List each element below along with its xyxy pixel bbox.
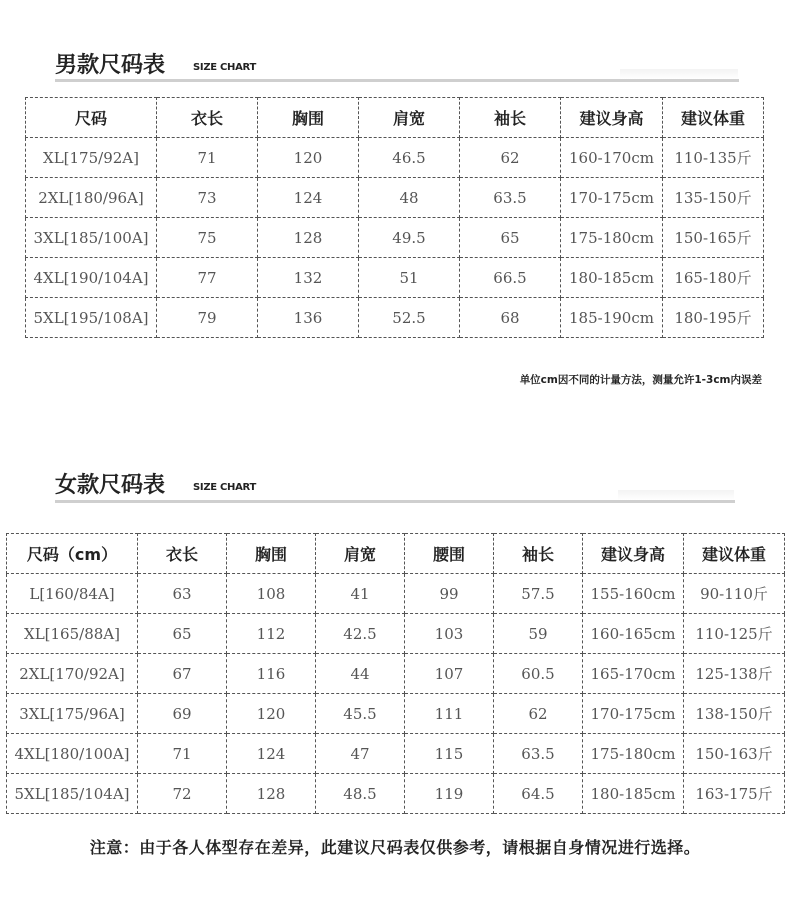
women-header-cell: 衣长 xyxy=(138,534,227,574)
men-header-cell: 尺码 xyxy=(26,98,157,138)
women-title-rule xyxy=(55,500,735,503)
women-table-cell: 115 xyxy=(405,734,494,774)
women-table-cell: 47 xyxy=(316,734,405,774)
men-header-cell: 袖长 xyxy=(460,98,561,138)
women-header-cell: 袖长 xyxy=(494,534,583,574)
men-header-cell: 肩宽 xyxy=(359,98,460,138)
women-table-cell: 63 xyxy=(138,574,227,614)
women-table-row xyxy=(7,774,785,814)
women-table-cell: L[160/84A] xyxy=(7,574,138,614)
men-table-body xyxy=(26,138,764,338)
men-table-row xyxy=(26,218,764,258)
women-table-cell: 71 xyxy=(138,734,227,774)
men-table-cell: 180-195斤 xyxy=(663,298,764,338)
men-table-cell: XL[175/92A] xyxy=(26,138,157,178)
women-header-cell: 建议身高 xyxy=(583,534,684,574)
men-table-cell: 52.5 xyxy=(359,298,460,338)
women-header-cell: 肩宽 xyxy=(316,534,405,574)
men-table-cell: 63.5 xyxy=(460,178,561,218)
women-table-cell: 57.5 xyxy=(494,574,583,614)
men-title-rule xyxy=(55,79,739,82)
men-table-cell: 77 xyxy=(157,258,258,298)
men-table-cell: 48 xyxy=(359,178,460,218)
men-size-table xyxy=(25,97,764,338)
men-table-cell: 46.5 xyxy=(359,138,460,178)
men-table-cell: 51 xyxy=(359,258,460,298)
men-table-cell: 128 xyxy=(258,218,359,258)
men-section-subtitle: SIZE CHART xyxy=(193,62,257,73)
men-header-cell: 建议身高 xyxy=(561,98,663,138)
women-title-rule-shadow xyxy=(618,490,734,500)
men-header-cell: 建议体重 xyxy=(663,98,764,138)
footer-note: 注意：由于各人体型存在差异，此建议尺码表仅供参考，请根据自身情况进行选择。 xyxy=(89,838,701,857)
men-table-cell: 4XL[190/104A] xyxy=(26,258,157,298)
women-table-cell: 48.5 xyxy=(316,774,405,814)
women-table-cell: 3XL[175/96A] xyxy=(7,694,138,734)
men-table-cell: 170-175cm xyxy=(561,178,663,218)
women-table-cell: 63.5 xyxy=(494,734,583,774)
women-table-cell: 150-163斤 xyxy=(684,734,785,774)
men-table-cell: 68 xyxy=(460,298,561,338)
women-table-cell: 67 xyxy=(138,654,227,694)
men-table-cell: 180-185cm xyxy=(561,258,663,298)
men-table-cell: 175-180cm xyxy=(561,218,663,258)
men-section-title: 男款尺码表 xyxy=(55,53,166,78)
women-table-cell: 116 xyxy=(227,654,316,694)
men-header-cell: 胸围 xyxy=(258,98,359,138)
women-table-row xyxy=(7,694,785,734)
women-section-title: 女款尺码表 xyxy=(55,473,166,498)
men-table-cell: 5XL[195/108A] xyxy=(26,298,157,338)
men-table-cell: 65 xyxy=(460,218,561,258)
women-header-cell: 胸围 xyxy=(227,534,316,574)
women-table-cell: 5XL[185/104A] xyxy=(7,774,138,814)
women-table-cell: 72 xyxy=(138,774,227,814)
men-table-cell: 71 xyxy=(157,138,258,178)
women-header-cell: 建议体重 xyxy=(684,534,785,574)
women-header-cell: 腰围 xyxy=(405,534,494,574)
women-table-cell: 112 xyxy=(227,614,316,654)
women-table-cell: 110-125斤 xyxy=(684,614,785,654)
men-table-cell: 124 xyxy=(258,178,359,218)
women-table-cell: 64.5 xyxy=(494,774,583,814)
men-header-cell: 衣长 xyxy=(157,98,258,138)
women-section-subtitle: SIZE CHART xyxy=(193,482,257,493)
men-header-row xyxy=(26,98,764,138)
measurement-note: 单位cm因不同的计量方法，测量允许1-3cm内误差 xyxy=(519,374,762,386)
women-table-cell: 42.5 xyxy=(316,614,405,654)
women-table-cell: 65 xyxy=(138,614,227,654)
women-table-cell: 155-160cm xyxy=(583,574,684,614)
women-table-cell: 180-185cm xyxy=(583,774,684,814)
women-table-cell: 119 xyxy=(405,774,494,814)
women-table-cell: 90-110斤 xyxy=(684,574,785,614)
women-table-cell: 163-175斤 xyxy=(684,774,785,814)
women-table-header xyxy=(7,534,785,574)
men-table-cell: 165-180斤 xyxy=(663,258,764,298)
men-table-row xyxy=(26,298,764,338)
men-table-row xyxy=(26,178,764,218)
women-table-row xyxy=(7,734,785,774)
women-table-cell: 111 xyxy=(405,694,494,734)
women-table-cell: 170-175cm xyxy=(583,694,684,734)
women-table-cell: 44 xyxy=(316,654,405,694)
women-size-table xyxy=(6,533,785,814)
women-table-row xyxy=(7,574,785,614)
men-table-header xyxy=(26,98,764,138)
women-table-body xyxy=(7,574,785,814)
men-table-row xyxy=(26,258,764,298)
men-table-cell: 3XL[185/100A] xyxy=(26,218,157,258)
men-table-cell: 120 xyxy=(258,138,359,178)
men-table-cell: 136 xyxy=(258,298,359,338)
men-title-rule-shadow xyxy=(620,69,738,79)
men-table-cell: 49.5 xyxy=(359,218,460,258)
women-table-cell: 175-180cm xyxy=(583,734,684,774)
women-table-cell: 41 xyxy=(316,574,405,614)
men-table-cell: 73 xyxy=(157,178,258,218)
men-table-row xyxy=(26,138,764,178)
women-table-cell: 124 xyxy=(227,734,316,774)
women-table-cell: 160-165cm xyxy=(583,614,684,654)
women-table-cell: 59 xyxy=(494,614,583,654)
women-table-cell: 62 xyxy=(494,694,583,734)
women-table-cell: 99 xyxy=(405,574,494,614)
women-table-cell: XL[165/88A] xyxy=(7,614,138,654)
women-table-cell: 138-150斤 xyxy=(684,694,785,734)
women-table-cell: 125-138斤 xyxy=(684,654,785,694)
men-table-cell: 135-150斤 xyxy=(663,178,764,218)
women-table-cell: 45.5 xyxy=(316,694,405,734)
women-table-cell: 108 xyxy=(227,574,316,614)
men-table-cell: 185-190cm xyxy=(561,298,663,338)
women-table-cell: 60.5 xyxy=(494,654,583,694)
women-header-cell: 尺码（cm） xyxy=(7,534,138,574)
men-table-cell: 150-165斤 xyxy=(663,218,764,258)
women-table-cell: 4XL[180/100A] xyxy=(7,734,138,774)
men-table-cell: 75 xyxy=(157,218,258,258)
men-table-cell: 132 xyxy=(258,258,359,298)
women-table-cell: 107 xyxy=(405,654,494,694)
women-table-row xyxy=(7,654,785,694)
men-table-cell: 160-170cm xyxy=(561,138,663,178)
men-table-cell: 79 xyxy=(157,298,258,338)
women-header-row xyxy=(7,534,785,574)
men-table-cell: 2XL[180/96A] xyxy=(26,178,157,218)
men-table-cell: 110-135斤 xyxy=(663,138,764,178)
women-table-cell: 165-170cm xyxy=(583,654,684,694)
women-table-cell: 128 xyxy=(227,774,316,814)
men-table-cell: 62 xyxy=(460,138,561,178)
men-table-cell: 66.5 xyxy=(460,258,561,298)
women-table-cell: 120 xyxy=(227,694,316,734)
women-table-cell: 69 xyxy=(138,694,227,734)
women-table-cell: 103 xyxy=(405,614,494,654)
women-table-cell: 2XL[170/92A] xyxy=(7,654,138,694)
women-table-row xyxy=(7,614,785,654)
